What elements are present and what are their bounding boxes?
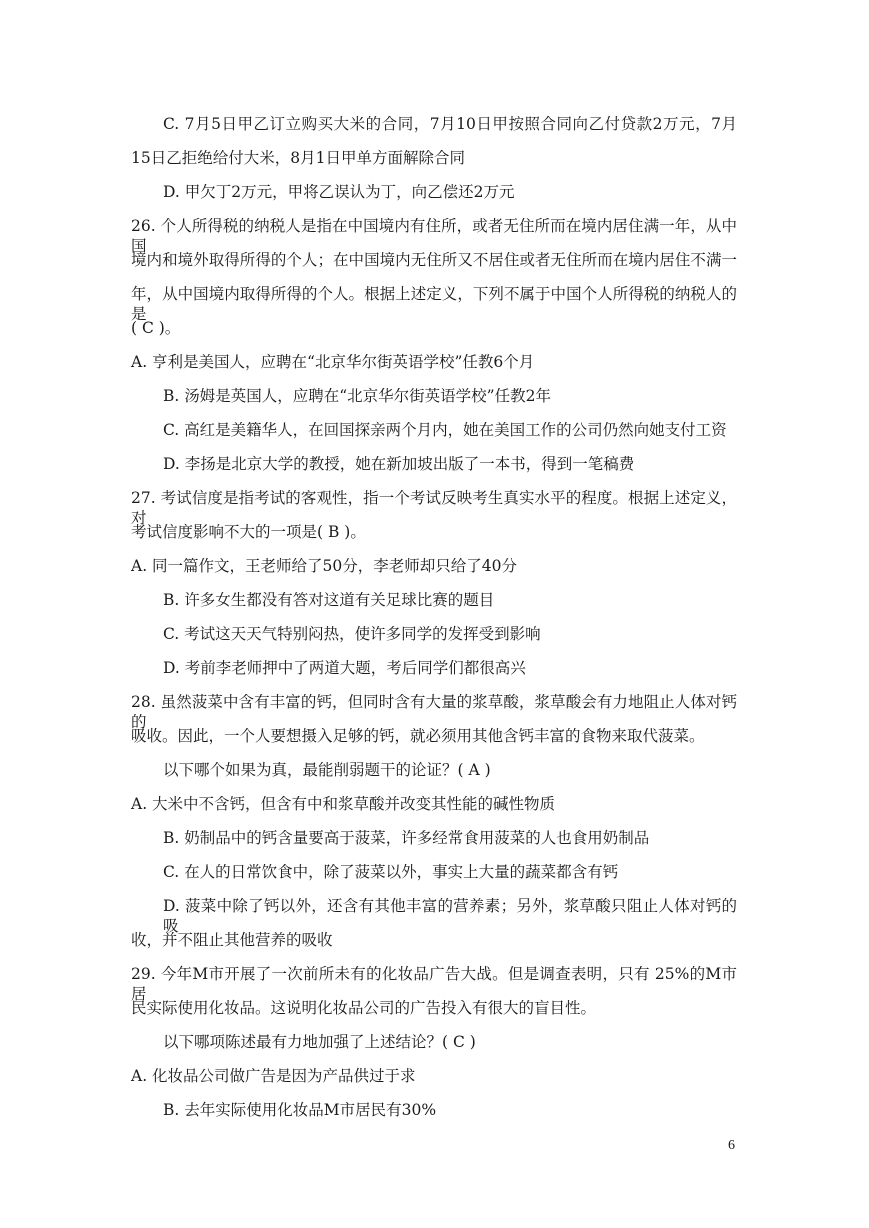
- option-d: D. 考前李老师押中了两道大题，考后同学们都很高兴: [163, 659, 526, 677]
- question-answer: ( C )。: [131, 319, 181, 337]
- question-text: 民实际使用化妆品。这说明化妆品公司的广告投入有很大的盲目性。: [131, 999, 597, 1017]
- option-a: A. 大米中不含钙，但含有中和浆草酸并改变其性能的碱性物质: [131, 795, 556, 813]
- page-number: 6: [728, 1138, 735, 1153]
- question-text: 27. 考试信度是指考试的客观性，指一个考试反映考生真实水平的程度。根据上述定义，对: [131, 489, 737, 527]
- option-d: D. 李扬是北京大学的教授，她在新加坡出版了一本书，得到一笔稿费: [163, 455, 635, 473]
- option-c: C. 高红是美籍华人，在回国探亲两个月内，她在美国工作的公司仍然向她支付工资: [163, 421, 727, 439]
- option-a: A. 同一篇作文，王老师给了50分，李老师却只给了40分: [131, 557, 517, 575]
- question-text: 境内和境外取得所得的个人；在中国境内无住所又不居住或者无住所而在境内居住不满一: [131, 251, 737, 269]
- option-b: B. 奶制品中的钙含量要高于菠菜，许多经常食用菠菜的人也食用奶制品: [163, 829, 650, 847]
- question-text: 吸收。因此，一个人要想摄入足够的钙，就必须用其他含钙丰富的食物来取代菠菜。: [131, 727, 705, 745]
- text-line: 15日乙拒绝给付大米，8月1日甲单方面解除合同: [131, 149, 465, 167]
- text-line: C. 7月5日甲乙订立购买大米的合同，7月10日甲按照合同向乙付贷款2万元，7月: [163, 115, 737, 133]
- option-c: C. 考试这天天气特别闷热，使许多同学的发挥受到影响: [163, 625, 541, 643]
- text-line: D. 甲欠丁2万元，甲将乙误认为丁，向乙偿还2万元: [163, 183, 515, 201]
- option-d-continued: 收，并不阻止其他营养的吸收: [131, 931, 333, 949]
- question-text: 年，从中国境内取得所得的个人。根据上述定义，下列不属于中国个人所得税的纳税人的是: [131, 285, 737, 323]
- option-b: B. 许多女生都没有答对这道有关足球比赛的题目: [163, 591, 495, 609]
- question-prompt: 以下哪个如果为真，最能削弱题干的论证？( A ): [163, 761, 491, 779]
- option-a: A. 化妆品公司做广告是因为产品供过于求: [131, 1067, 416, 1085]
- option-a: A. 亨利是美国人，应聘在“北京华尔街英语学校”任教6个月: [131, 353, 535, 371]
- option-d: D. 菠菜中除了钙以外，还含有其他丰富的营养素；另外，浆草酸只阻止人体对钙的吸: [163, 897, 737, 935]
- question-text: 29. 今年M市开展了一次前所未有的化妆品广告大战。但是调查表明，只有 25%的M市居: [131, 965, 737, 1003]
- question-prompt: 以下哪项陈述最有力地加强了上述结论？( C ): [163, 1033, 476, 1051]
- question-answer: 考试信度影响不大的一项是( B )。: [131, 523, 366, 541]
- option-b: B. 去年实际使用化妆品M市居民有30%: [163, 1101, 437, 1119]
- option-c: C. 在人的日常饮食中，除了菠菜以外，事实上大量的蔬菜都含有钙: [163, 863, 619, 881]
- question-text: 28. 虽然菠菜中含有丰富的钙，但同时含有大量的浆草酸，浆草酸会有力地阻止人体对钙的: [131, 693, 737, 731]
- option-b: B. 汤姆是英国人，应聘在“北京华尔街英语学校”任教2年: [163, 387, 551, 405]
- question-text: 26. 个人所得税的纳税人是指在中国境内有住所，或者无住所而在境内居住满一年，从中国: [131, 217, 737, 255]
